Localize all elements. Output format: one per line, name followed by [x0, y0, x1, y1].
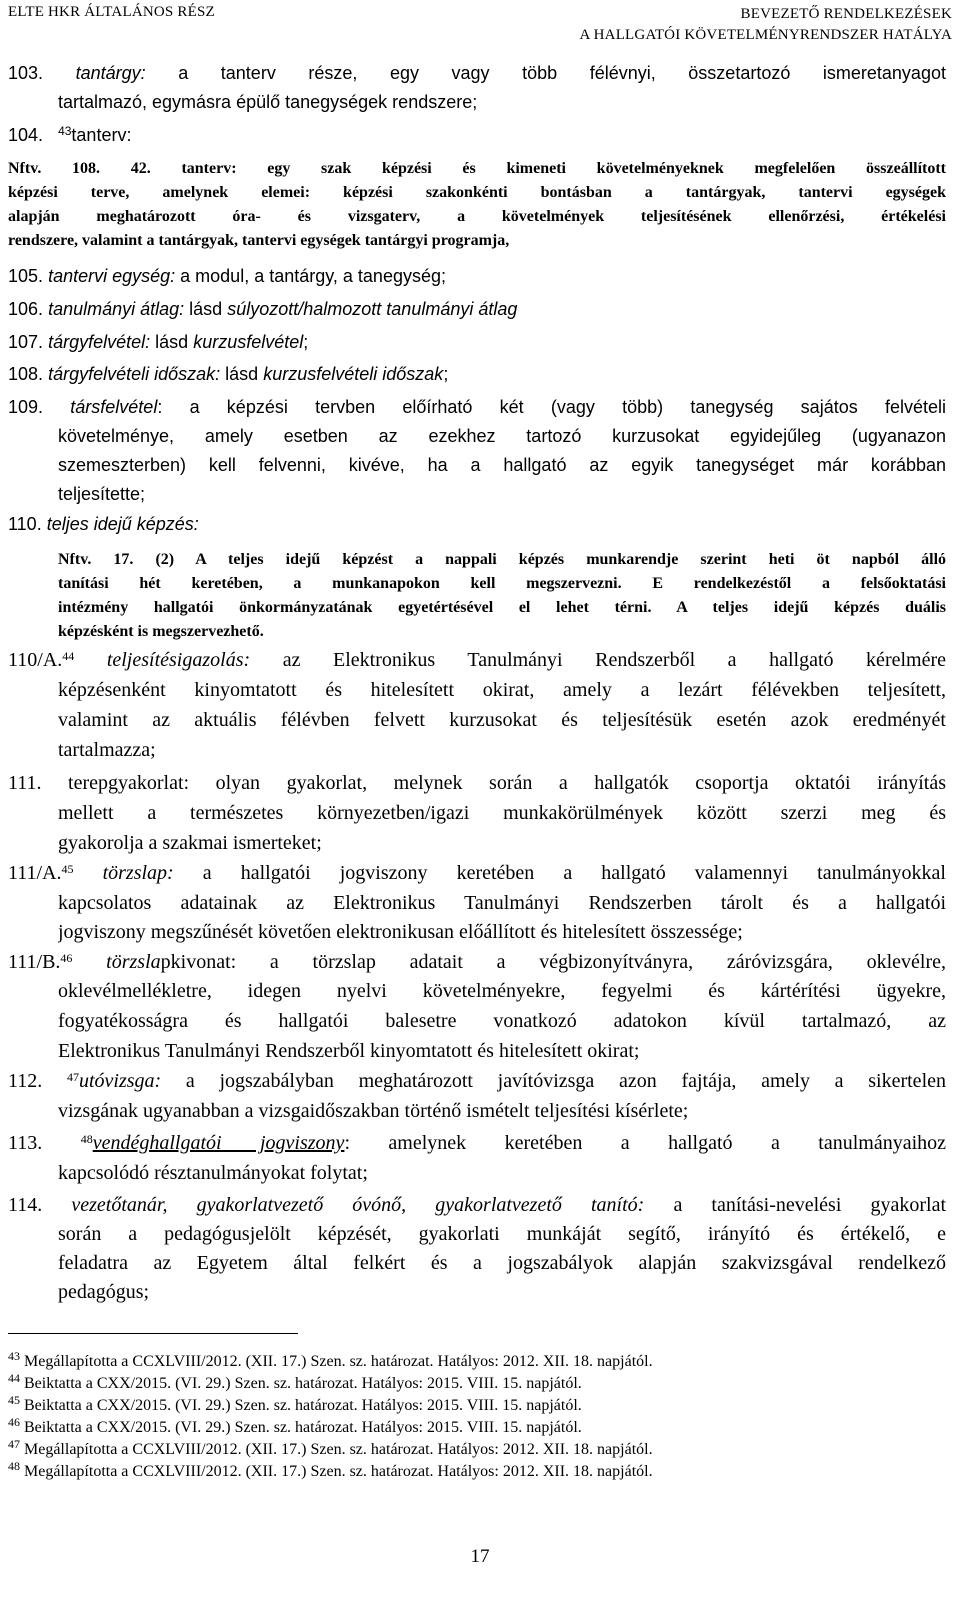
item-114-line-4: pedagógus;	[58, 1281, 150, 1303]
cross-reference: kurzusfelvétel	[193, 332, 304, 352]
item-112-line-1: 112. $^{47}$utóvizsga: a jogszabályban meghatározott javítóvizsga azon fajtája, amely a sikertelen	[8, 1070, 946, 1092]
item-114-line-1: 114. vezetőtanár, gyakorlatvezető óvónő, gyakorlatvezető tanító: a tanítási-nevelési gyakorlat	[8, 1194, 946, 1216]
item-107: 107. tárgyfelvétel: lásd kurzusfelvétel;	[8, 332, 309, 352]
item-110a-line-1: 110/A.$^{44}$ teljesítésigazolás: az Elektronikus Tanulmányi Rendszerből a hallgató kérelmére	[8, 649, 946, 671]
footnote-ref-43: 43	[58, 124, 72, 138]
nftv-quote-line-3: alapján meghatározott óra- és vizsgaterv, a követelmények teljesítésének ellenőrzési, értékelési	[8, 208, 946, 225]
term-tantargy: tantárgy:	[75, 63, 146, 83]
cross-reference: kurzusfelvételi időszak	[263, 364, 444, 384]
item-109-line-2: követelménye, amely esetben az ezekhez tartozó kurzusokat egyidejűleg (ugyanazon	[58, 426, 946, 446]
nftv-quote2-line-4: képzésként is megszervezhető.	[58, 623, 264, 640]
running-header-left: ELTE HKR ÁLTALÁNOS RÉSZ	[8, 4, 215, 20]
footnote-46: $^{46}$ Beiktatta a CXX/2015. (VI. 29.) Szen. sz. határozat. Hatályos: 2015. VIII. 15. napjától.	[8, 1415, 582, 1436]
item-111a-line-1: 111/A.$^{45}$ törzslap: a hallgatói jogviszony keretében a hallgató valamennyi tanulmányokkal	[8, 862, 946, 884]
item-110a-line-3: valamint az aktuális félévben felvett kurzusokat és teljesítésük esetén azok eredményét	[58, 709, 946, 731]
item-110a-line-4: tartalmazza;	[58, 739, 156, 761]
footnote-45: $^{45}$ Beiktatta a CXX/2015. (VI. 29.) Szen. sz. határozat. Hatályos: 2015. VIII. 15. napjától.	[8, 1393, 582, 1414]
footnote-separator	[8, 1333, 298, 1334]
nftv-quote-line-2: képzési terve, amelynek elemei: képzési szakonkénti bontásban a tantárgyak, tantervi egységek	[8, 184, 946, 201]
item-106: 106. tanulmányi átlag: lásd súlyozott/halmozott tanulmányi átlag	[8, 299, 518, 319]
item-109-line-3: szemeszterben) kell felvenni, kivéve, ha a hallgató az egyik tanegységet már korábban	[58, 455, 946, 475]
running-header-right	[579, 4, 952, 46]
item-110: 110. teljes idejű képzés:	[8, 514, 199, 534]
footnote-ref-45: 45	[61, 862, 74, 876]
footnote-47: $^{47}$ Megállapította a CCXLVIII/2012. (XII. 17.) Szen. sz. határozat. Hatályos: 2012. XII. 18. napjától.	[8, 1437, 653, 1458]
footnote-ref-46: 46	[60, 951, 73, 965]
item-113-line-2: kapcsolódó résztanulmányokat folytat;	[58, 1162, 368, 1184]
footnote-ref-48: 48	[80, 1132, 93, 1146]
item-103-line-2: tartalmazó, egymásra épülő tanegységek rendszere;	[58, 92, 478, 112]
item-112-line-2: vizsgának ugyanabban a vizsgaidőszakban történő ismételt teljesítési kísérlete;	[58, 1100, 689, 1122]
item-108: 108. tárgyfelvételi időszak: lásd kurzusfelvételi időszak;	[8, 364, 449, 384]
item-111b-line-3: fogyatékosságra és hallgatói balesetre vonatkozó adatokon kívül tartalmazó, az	[58, 1010, 946, 1032]
nftv-quote-line-1: Nftv. 108. 42. tanterv: egy szak képzési és kimeneti követelményeknek megfelelően összeállított	[8, 160, 946, 177]
item-109-line-4: teljesítette;	[58, 484, 146, 504]
item-111-line-1: 111. terepgyakorlat: olyan gyakorlat, melynek során a hallgatók csoportja oktatói irányítás	[8, 772, 946, 794]
item-103-line-1: 103. tantárgy: a tanterv része, egy vagy több félévnyi, összetartozó ismeretanyagot	[8, 63, 946, 83]
page-number: 17	[470, 1546, 490, 1567]
item-111-line-3: gyakorolja a szakmai ismerteket;	[58, 832, 322, 854]
footnote-48: $^{48}$ Megállapította a CCXLVIII/2012. (XII. 17.) Szen. sz. határozat. Hatályos: 2012. XII. 18. napjától.	[8, 1459, 653, 1480]
item-105: 105. tantervi egység: a modul, a tantárgy, a tanegység;	[8, 266, 446, 286]
item-111b-line-2: oklevélmellékletre, idegen nyelvi követelményekre, fegyelmi és kártérítési ügyekre,	[58, 980, 946, 1002]
item-104: 104. $^{43}$tanterv:	[8, 124, 132, 145]
footnote-43: $^{43}$ Megállapította a CCXLVIII/2012. (XII. 17.) Szen. sz. határozat. Hatályos: 2012. XII. 18. napjától.	[8, 1349, 653, 1370]
running-header-right-line1: BEVEZETŐ RENDELKEZÉSEK	[740, 6, 952, 22]
cross-reference: súlyozott/halmozott tanulmányi átlag	[227, 299, 518, 319]
item-110a-line-2: képzésenként kinyomtatott és hitelesített okirat, amely a lezárt félévekben teljesített,	[58, 679, 946, 701]
footnote-ref-47: 47	[66, 1070, 79, 1084]
item-114-line-3: feladatra az Egyetem által felkért és a jogszabályok alapján szakvizsgával rendelkező	[58, 1252, 946, 1274]
item-111a-line-3: jogviszony megszűnését követően elektronikusan előállított és hitelesített összessége;	[58, 921, 743, 943]
item-111-line-2: mellett a természetes környezetben/igazi munkakörülmények között szerzi meg és	[58, 802, 946, 824]
nftv-quote2-line-3: intézmény hallgatói önkormányzatának egyetértésével el lehet térni. A teljes idejű képzés duális	[58, 599, 946, 616]
item-113-line-1: 113. $^{48}$vendéghallgatói jogviszony: amelynek keretében a hallgató a tanulmányaihoz	[8, 1132, 946, 1154]
item-109-line-1: 109. társfelvétel: a képzési tervben előírható két (vagy több) tanegység sajátos felvételi	[8, 397, 946, 417]
item-111b-line-1: 111/B.$^{46}$ törzslapkivonat: a törzslap adatait a végbizonyítványra, záróvizsgára, oklevélre,	[8, 951, 946, 973]
nftv-quote2-line-2: tanítási hét keretében, a munkanapokon kell megszervezni. E rendelkezéstől a felsőoktatási	[58, 575, 946, 592]
nftv-quote2-line-1: Nftv. 17. (2) A teljes idejű képzést a nappali képzés munkarendje szerint heti öt napból álló	[58, 551, 946, 568]
item-111b-line-4: Elektronikus Tanulmányi Rendszerből kinyomtatott és hitelesített okirat;	[58, 1040, 640, 1062]
item-111a-line-2: kapcsolatos adatainak az Elektronikus Tanulmányi Rendszerben tárolt és a hallgatói	[58, 892, 946, 914]
nftv-quote-line-4: rendszere, valamint a tantárgyak, tantervi egységek tantárgyi programja,	[8, 232, 510, 249]
item-114-line-2: során a pedagógusjelölt képzését, gyakorlati munkáját segítő, irányító és értékelő, e	[58, 1223, 946, 1245]
footnote-44: $^{44}$ Beiktatta a CXX/2015. (VI. 29.) Szen. sz. határozat. Hatályos: 2015. VIII. 15. napjától.	[8, 1371, 582, 1392]
footnote-ref-44: 44	[62, 649, 75, 663]
running-header-right-line2: A HALLGATÓI KÖVETELMÉNYRENDSZER HATÁLYA	[579, 27, 952, 43]
